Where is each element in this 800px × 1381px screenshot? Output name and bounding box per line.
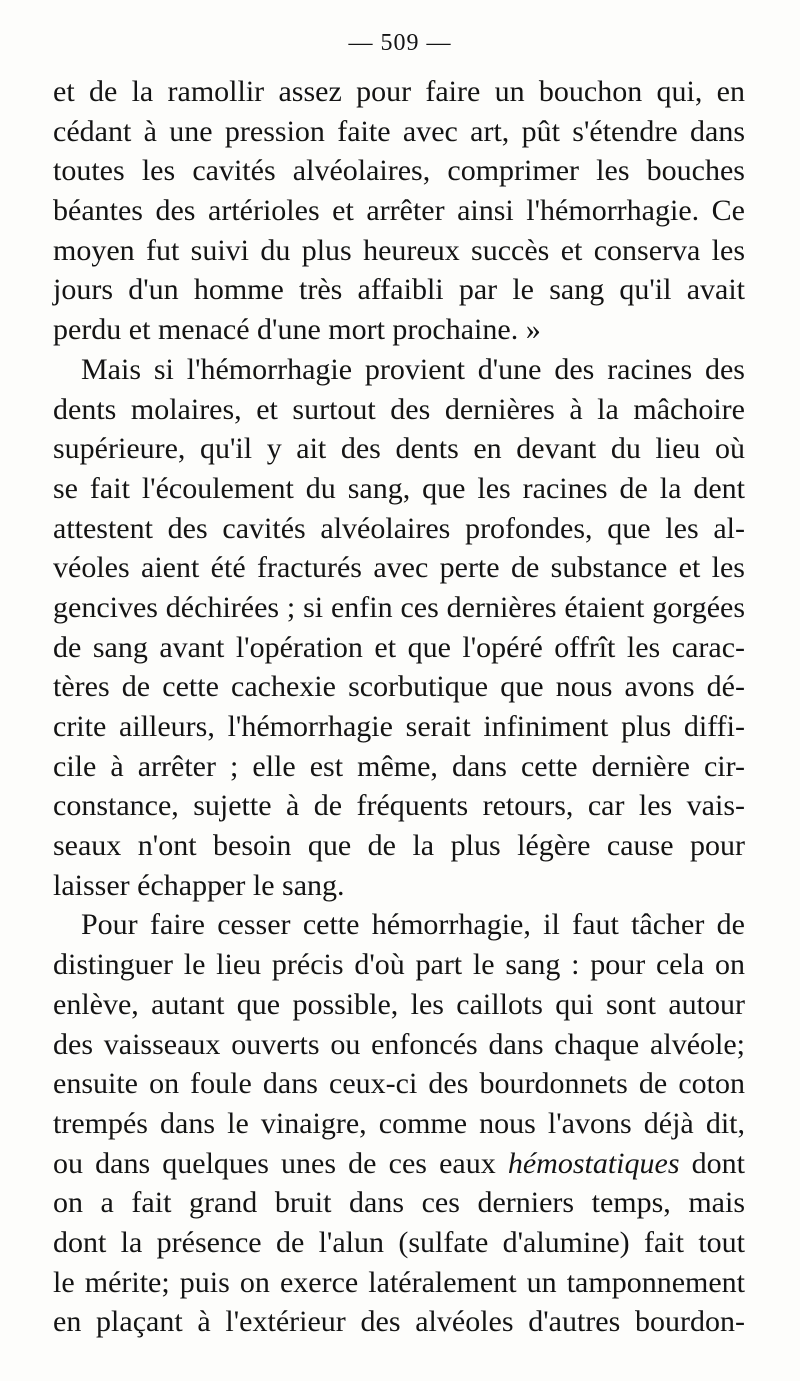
text-line: cédant à une pression faite avec art, pût s'étendre dans: [53, 114, 745, 148]
text-line: perdu et menacé d'une mort prochaine. »: [53, 313, 541, 347]
text-line: le mérite; puis on exerce latéralement un tamponnement: [53, 1265, 745, 1299]
text-line: cile à arrêter ; elle est même, dans cette dernière cir-: [53, 749, 745, 783]
text-line: ensuite on foule dans ceux-ci des bourdonnets de coton: [53, 1067, 745, 1101]
paragraph-3: [53, 905, 745, 1342]
text-line-mixed: [53, 1144, 745, 1184]
text-line: trempés dans le vinaigre, comme nous l'avons déjà dit,: [53, 1106, 745, 1140]
text-line: gencives déchirées ; si enfin ces dernières étaient gorgées: [53, 590, 745, 624]
text-line: enlève, autant que possible, les caillots qui sont autour: [53, 987, 745, 1021]
text-line: véoles aient été fracturés avec perte de substance et les: [53, 551, 745, 585]
text-line: des vaisseaux ouverts ou enfoncés dans chaque alvéole;: [53, 1027, 745, 1061]
text-line: et de la ramollir assez pour faire un bouchon qui, en: [53, 75, 745, 108]
text-line: supérieure, qu'il y ait des dents en devant du lieu où: [53, 432, 745, 466]
text-line: dont la présence de l'alun (sulfate d'alumine) fait tout: [53, 1225, 745, 1259]
text-line: seaux n'ont besoin que de la plus légère cause pour: [53, 829, 745, 863]
text-line: laisser échapper le sang.: [53, 868, 345, 902]
text-line: tères de cette cachexie scorbutique que nous avons dé-: [53, 670, 745, 704]
text-line: attestent des cavités alvéolaires profondes, que les al-: [53, 511, 745, 545]
text-segment: dont: [691, 1146, 745, 1180]
text-line: moyen fut suivi du plus heureux succès et conserva les: [53, 233, 745, 267]
text-line: dents molaires, et surtout des dernières à la mâchoire: [53, 392, 745, 426]
text-line: distinguer le lieu précis d'où part le sang : pour cela on: [53, 948, 745, 982]
page-number: — 509 —: [348, 30, 452, 56]
text-line: toutes les cavités alvéolaires, comprimer les bouches: [53, 154, 745, 188]
text-line: béantes des artérioles et arrêter ainsi l'hémorrhagie. Ce: [53, 194, 745, 228]
text-line: jours d'un homme très affaibli par le sang qu'il avait: [53, 273, 745, 307]
body-text: [53, 72, 745, 1342]
paragraph-1: [53, 72, 745, 350]
text-line: Mais si l'hémorrhagie provient d'une des racines des: [81, 352, 745, 386]
text-line: en plaçant à l'extérieur des alvéoles d'autres bourdon-: [53, 1305, 745, 1339]
text-line: Pour faire cesser cette hémorrhagie, il faut tâcher de: [81, 908, 745, 942]
text-segment: ou dans quelques unes de ces eaux: [53, 1146, 496, 1180]
italic-term: hémostatiques: [507, 1146, 680, 1180]
text-line: constance, sujette à de fréquents retours, car les vais-: [53, 789, 745, 823]
paragraph-2: [53, 350, 745, 906]
text-line: se fait l'écoulement du sang, que les racines de la dent: [53, 471, 745, 505]
text-line: crite ailleurs, l'hémorrhagie serait infiniment plus diffi-: [53, 710, 745, 743]
text-line: on a fait grand bruit dans ces derniers temps, mais: [53, 1186, 745, 1220]
text-line: de sang avant l'opération et que l'opéré offrît les carac-: [53, 630, 745, 664]
